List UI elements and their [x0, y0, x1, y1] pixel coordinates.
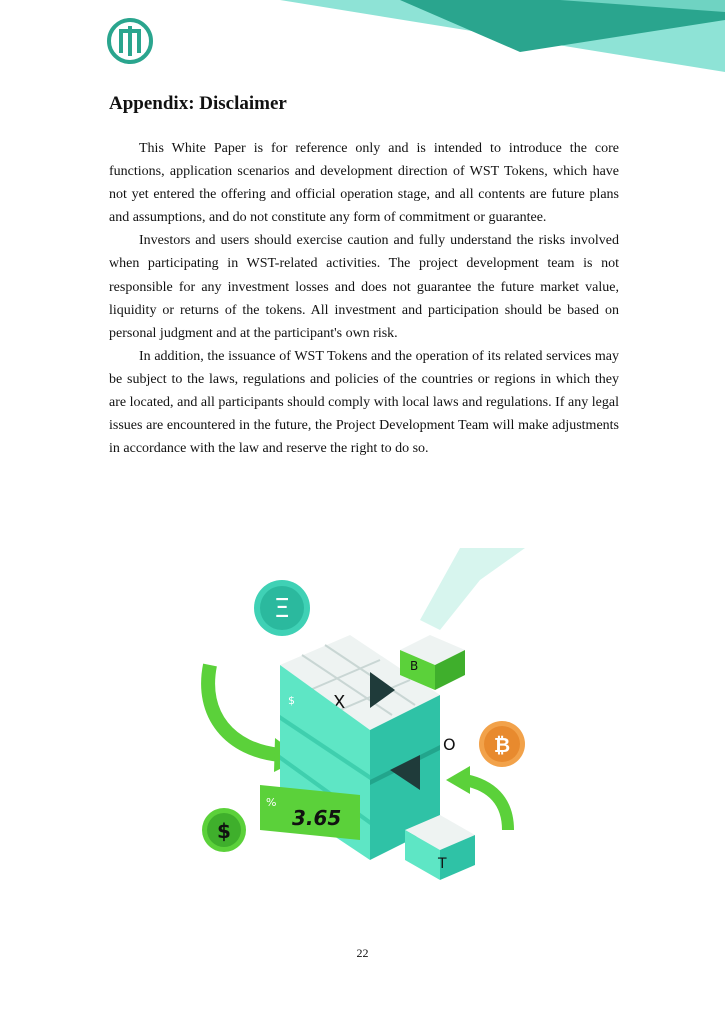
svg-text:B: B — [410, 659, 419, 673]
right-arrow-icon — [465, 780, 508, 830]
svg-text:%: % — [266, 796, 277, 809]
bitcoin-coin-icon — [479, 721, 525, 767]
disclaimer-paragraph: Investors and users should exercise caution and fully understand the risks involved when participating in WST-related activities. The project development team is not responsible for any investment losses and does not guarantee the future market value, liquidity or returns of the tokens. All investment and participation should be based on personal judgment and at the participant's own risk. — [109, 233, 619, 341]
svg-text:$: $ — [217, 819, 231, 843]
svg-text:$: $ — [288, 694, 295, 707]
dollar-coin-icon — [202, 808, 246, 852]
value-label: 3.65 — [292, 806, 342, 830]
left-arrow-icon — [208, 665, 280, 755]
svg-text:O: O — [443, 735, 456, 754]
page-title: Appendix: Disclaimer — [109, 93, 287, 114]
company-logo — [107, 18, 153, 64]
svg-text:X: X — [333, 692, 346, 713]
svg-text:₿: ₿ — [493, 733, 511, 757]
disclaimer-paragraph: This White Paper is for reference only and is intended to introduce the core functions, application scenarios and development direction of WST Tokens, which have not yet entered the offering and official operation stage, and all contents are future plans and assumptions, and do not constitute any form of commitment or guarantee. — [109, 141, 619, 226]
disclaimer-body — [109, 137, 619, 460]
svg-text:Ξ: Ξ — [273, 594, 291, 624]
svg-text:T: T — [438, 856, 447, 872]
disclaimer-paragraph: In addition, the issuance of WST Tokens and the operation of its related services may be subject to the laws, regulations and policies of the countries or regions in which they are located, and all participants should comply with local laws and regulations. If any legal issues are encountered in the future, the Project Development Team will make adjustments in accordance with the law and reserve the right to do so. — [109, 348, 619, 457]
page-number: 22 — [356, 946, 369, 960]
hand-shape — [420, 548, 525, 630]
ethereum-coin-icon — [254, 580, 310, 636]
crypto-cube-illustration — [190, 540, 540, 890]
